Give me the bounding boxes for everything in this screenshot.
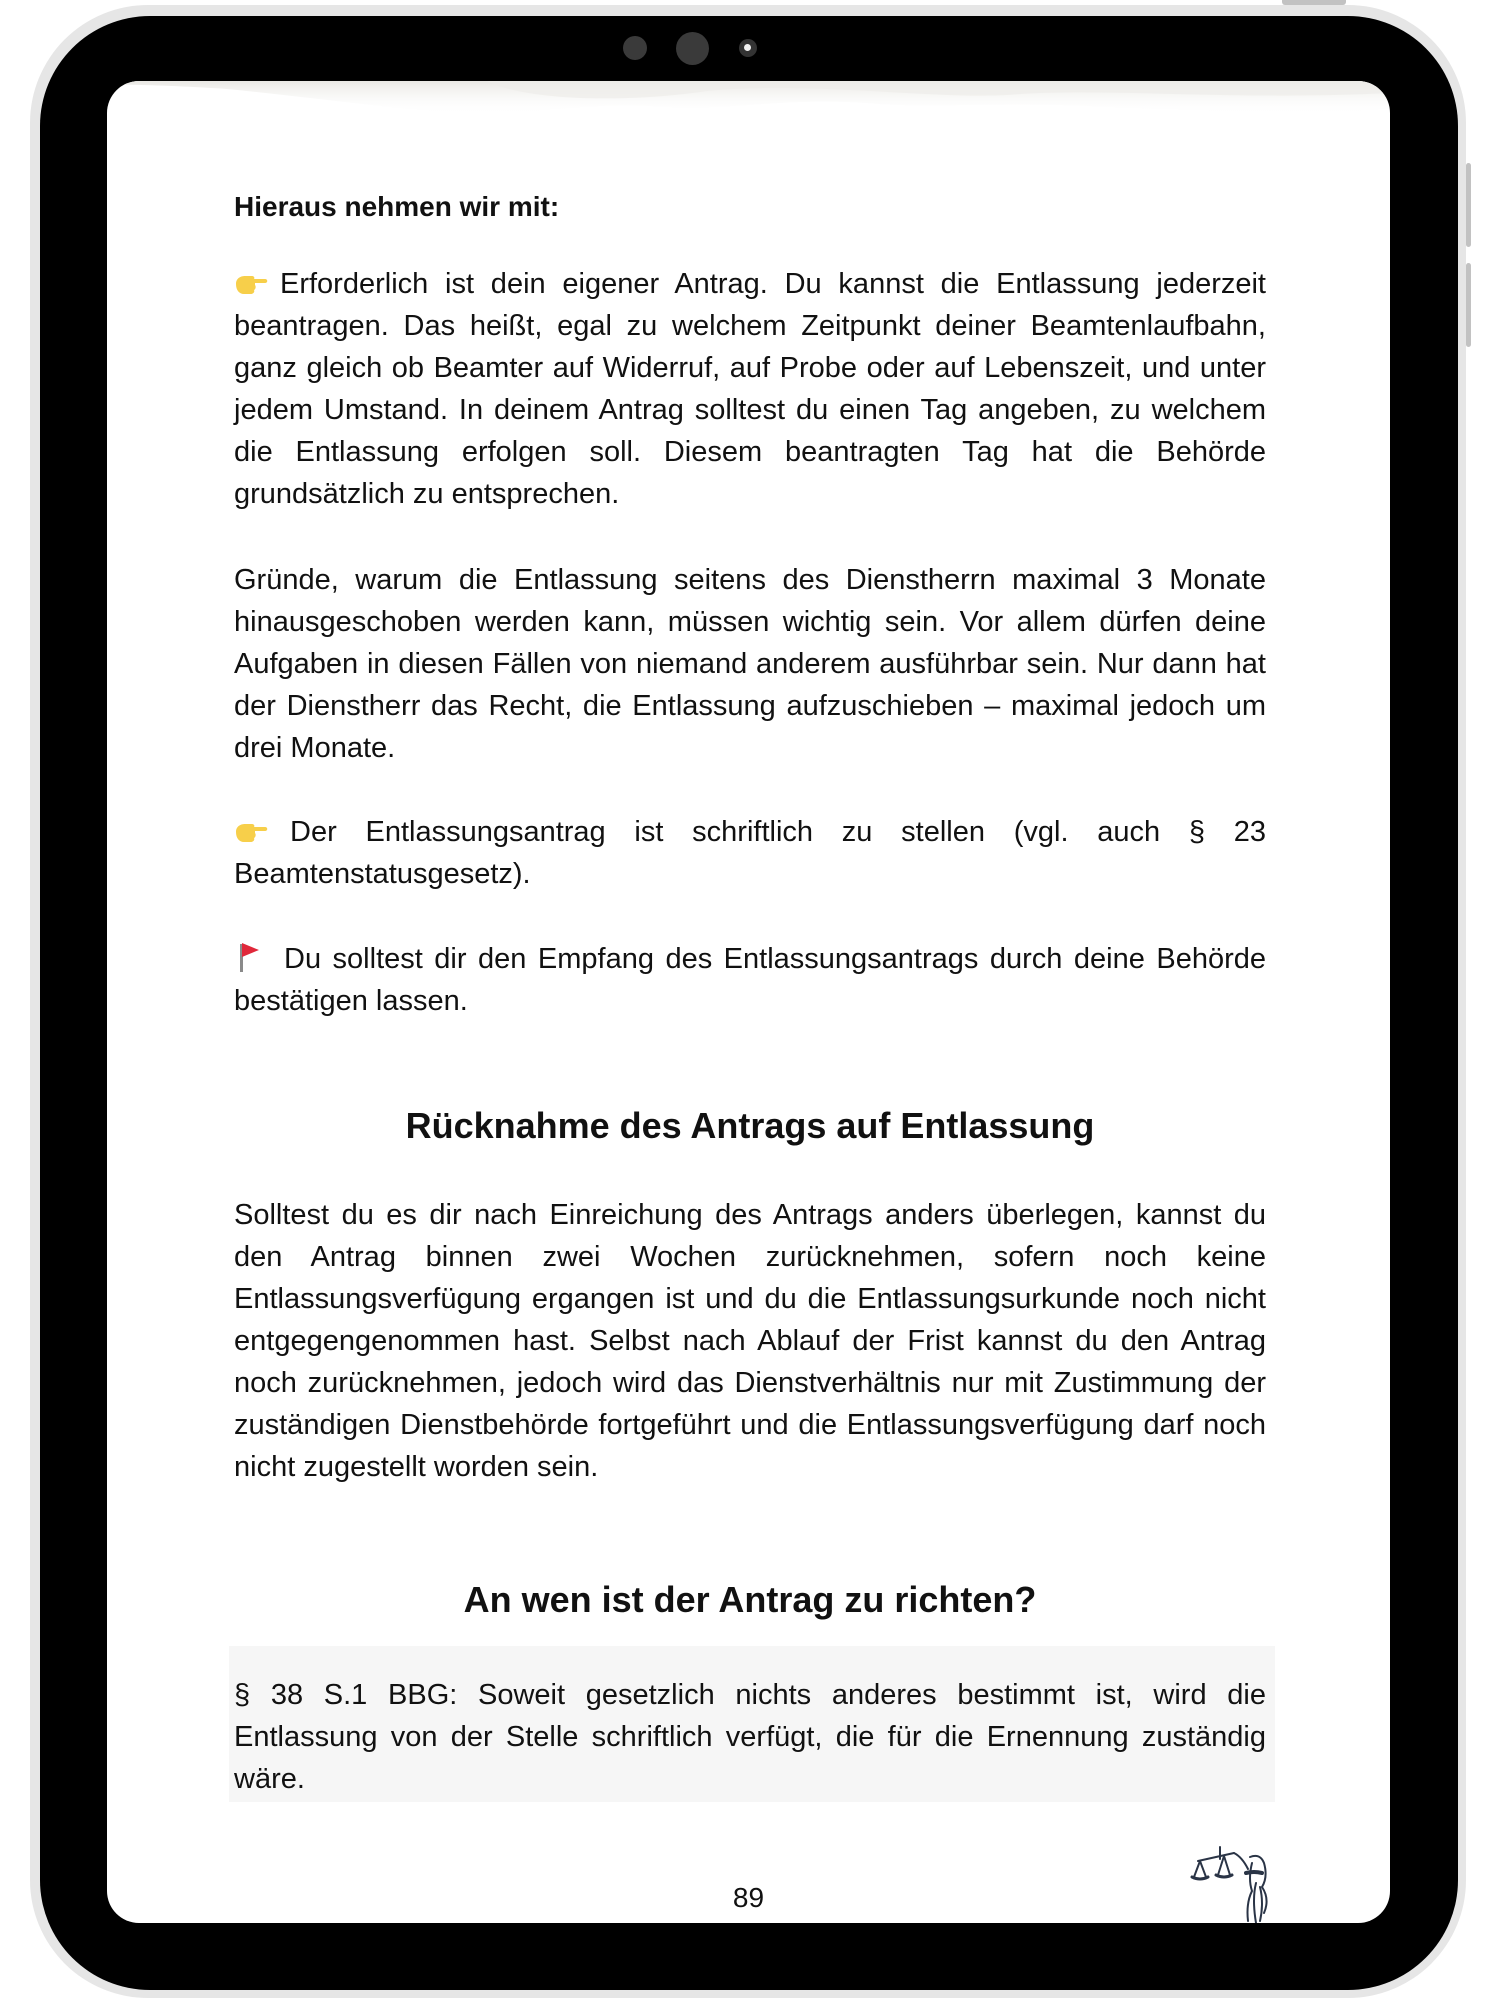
section-heading-recipient: An wen ist der Antrag zu richten?	[463, 1579, 1037, 1620]
power-button	[1282, 0, 1346, 5]
paragraph-text: Du solltest dir den Empfang des Entlassungsantrags durch deine Behörde bestätigen lassen.	[234, 943, 1266, 1017]
decorative-header-wave	[107, 81, 1390, 151]
paragraph-requirement	[234, 263, 1266, 515]
lead-heading: Hieraus nehmen wir mit:	[234, 191, 560, 222]
paragraph-confirmation	[234, 938, 1266, 1022]
page-number: 89	[732, 1882, 765, 1913]
sensor-icon	[623, 36, 647, 60]
paragraph-text: Der Entlassungsantrag ist schriftlich zu stellen (vgl. auch § 23 Beamtenstatusgesetz).	[234, 816, 1266, 890]
pointing-hand-icon	[234, 273, 268, 295]
legal-quote-text: § 38 S.1 BBG: Soweit gesetzlich nichts anderes bestimmt ist, wird die Entlassung von der Stelle schriftlich verfügt, die für die Ernennung zuständig wäre.	[234, 1679, 1266, 1795]
ebook-screen[interactable]	[107, 81, 1390, 1923]
justitia-scales-logo	[1190, 1843, 1280, 1923]
paragraph-withdrawal: Solltest du es dir nach Einreichung des Antrags anders überlegen, kannst du den Antrag binnen zwei Wochen zurücknehmen, sofern noch keine Entlassungsverfügung ergangen ist und du die Entlassungsurkunde noch nicht entgegengenommen hast. Selbst nach Ablauf der Frist kannst du den Antrag noch zurücknehmen, jedoch wird das Dienstverhältnis nur mit Zustimmung der zuständigen Dienstbehörde fortgeführt und die Entlassungsverfügung darf noch nicht zugestellt worden sein.	[234, 1199, 1266, 1483]
volume-down-button	[1466, 263, 1471, 347]
paragraph-written-form	[234, 811, 1266, 895]
camera-icon	[739, 39, 757, 57]
red-flag-icon	[234, 940, 262, 974]
paragraph-reasons: Gründe, warum die Entlassung seitens des Dienstherrn maximal 3 Monate hinausgeschoben werden kann, müssen wichtig sein. Vor allem dürfen deine Aufgaben in diesen Fällen von niemand anderem ausführbar sein. Nur dann hat der Dienstherr das Recht, die Entlassung aufzuschieben – maximal jedoch um drei Monate.	[234, 564, 1266, 764]
sensor-icon	[676, 32, 709, 65]
legal-quote-box	[229, 1646, 1275, 1802]
paragraph-text: Erforderlich ist dein eigener Antrag. Du kannst die Entlassung jederzeit beantragen. Das heißt, egal zu welchem Zeitpunkt deiner Beamtenlaufbahn, ganz gleich ob Beamter auf Widerruf, auf Probe oder auf Lebenszeit, und unter jedem Umstand. In deinem Antrag solltest du einen Tag angeben, zu welchem die Entlassung erfolgen soll. Diesem beantragten Tag hat die Behörde grundsätzlich zu entsprechen.	[234, 268, 1266, 510]
volume-up-button	[1466, 163, 1471, 247]
section-heading-withdrawal: Rücknahme des Antrags auf Entlassung	[405, 1105, 1095, 1146]
pointing-hand-icon	[234, 821, 268, 843]
